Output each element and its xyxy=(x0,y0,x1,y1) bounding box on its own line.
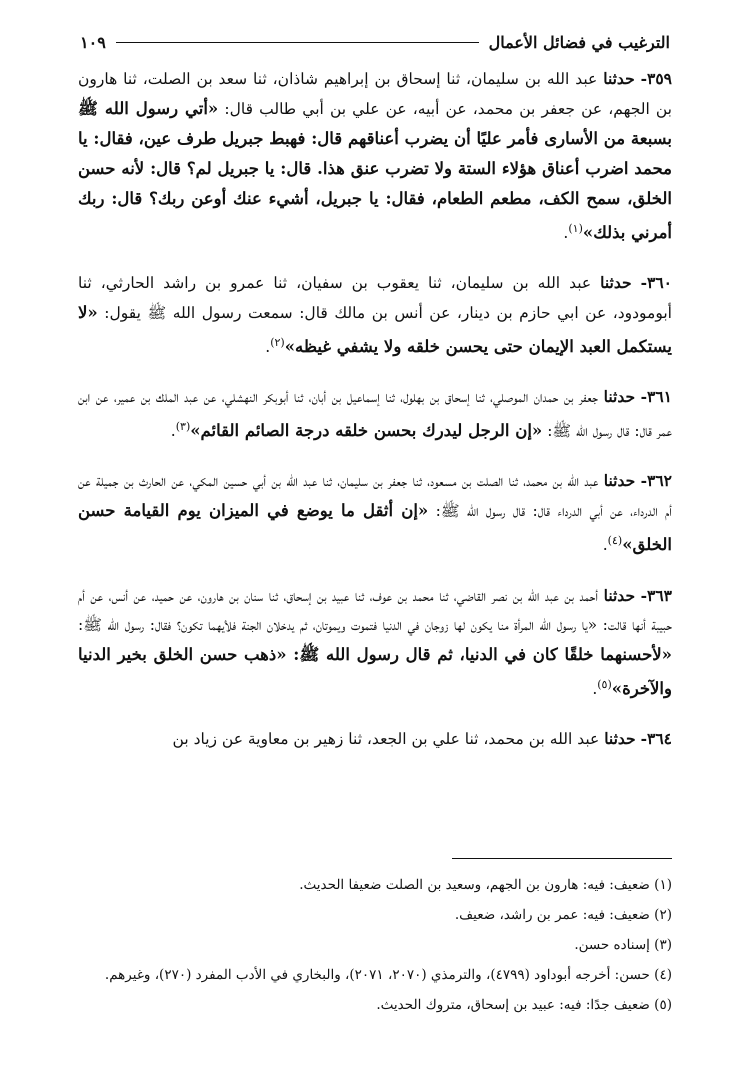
footnote-4: (٤) حسن: أخرجه أبوداود (٤٧٩٩)، والترمذي (٢٠٧٠، ٢٠٧١)، والبخاري في الأدب المفرد (٢٧٠)، وغيرهم. xyxy=(104,967,672,983)
hadith-matn: «أتي رسول الله ﷺ بسبعة من الأسارى فأمر عليًا أن يضرب أعناقهم قال: فهبط جبريل طرف عين، فقال: يا محمد اضرب أعناق هؤلاء الستة ولا تضرب عنق هذا. قال: يا جبريل لم؟ قال: لأنه حسن الخلق، سمح الكف، مطعم الطعام، فقال: يا جبريل، أشيء عنك أوعن ربك؟ قال: ربك أمرني بذلك» xyxy=(78,99,672,243)
footnote-ref: (٤) xyxy=(607,534,623,548)
footnote-separator xyxy=(452,858,672,859)
footnote-ref: (١) xyxy=(568,222,583,235)
footnote-3: (٣) إسناده حسن. xyxy=(574,937,672,953)
hadith-matn: «لأحسنهما خلقًا كان في الدنيا، ثم قال رسول الله ﷺ: «ذهب حسن الخلق بخير الدنيا والآخرة» xyxy=(78,644,672,698)
hadith-lead: حدثنا xyxy=(603,69,635,88)
footnote-1: (١) ضعيف: فيه: هارون بن الجهم، وسعيد بن الصلت ضعيفا الحديث. xyxy=(299,877,672,893)
footnote-5: (٥) ضعيف جدًا: فيه: عبيد بن إسحاق، متروك الحديث. xyxy=(376,997,672,1013)
hadith-lead: حدثنا xyxy=(603,585,636,605)
running-header xyxy=(80,30,670,54)
hadith-isnad: عبد الله بن محمد، ثنا الصلت بن مسعود، ثنا جعفر بن سليمان، ثنا عبد الله بن أبي حسين المكي، عن الحارث بن جميلة عن أم الدرداء، عن أبي الدرداء قال: قال رسول الله ﷺ: xyxy=(78,472,672,521)
hadith-lead: حدثنا xyxy=(600,273,632,293)
page-number: ١٠٩ xyxy=(80,32,106,52)
footnote-ref: (٥) xyxy=(597,677,612,691)
hadith-isnad: جعفر بن حمدان الموصلي، ثنا إسحاق بن بهلول، ثنا إسماعيل بن أبان، ثنا أبوبكر النهشلي، عن عبد الملك بن عمير، عن ابن عمر قال: قال رسول الله ﷺ: xyxy=(78,388,672,441)
hadith-isnad: عبد الله بن سليمان، ثنا يعقوب بن سفيان، ثنا عمرو بن راشد الحارثي، ثنا أبومودود، عن ابي حازم بن دينار، عن أنس بن مالك قال: سمعت رسول الله ﷺ يقول: xyxy=(78,274,672,323)
hadith-361: ٣٦١- حدثنا جعفر بن حمدان الموصلي، ثنا إسحاق بن بهلول، ثنا إسماعيل بن أبان، ثنا أبوبكر النهشلي، عن عبد الملك بن عمير، عن ابن عمر قال: قال رسول الله ﷺ: «إن الرجل ليدرك بحسن خلقه درجة الصائم القائم»$^{(٣)}$. xyxy=(78,387,672,441)
hadith-359: ٣٥٩- حدثنا عبد الله بن سليمان، ثنا إسحاق بن إبراهيم شاذان، ثنا سعد بن الصلت، ثنا هارون بن الجهم، عن جعفر بن محمد، عن أبيه، عن علي بن أبي طالب قال: «أتي رسول الله ﷺ بسبعة من الأسارى فأمر عليًا أن يضرب أعناقهم قال: فهبط جبريل طرف عين، فقال: يا محمد اضرب أعناق هؤلاء الستة ولا تضرب عنق هذا. قال: يا جبريل لم؟ قال: لأنه حسن الخلق، سمح الكف، مطعم الطعام، فقال: يا جبريل، أشيء عنك أوعن ربك؟ قال: ربك أمرني بذلك»$^{(١)}$. xyxy=(78,69,672,243)
footnotes xyxy=(78,872,672,1022)
hadith-matn: «لا يستكمل العبد الإيمان حتى يحسن خلقه ولا يشفي غيظه» xyxy=(78,303,672,357)
hadith-360: ٣٦٠- حدثنا عبد الله بن سليمان، ثنا يعقوب بن سفيان، ثنا عمرو بن راشد الحارثي، ثنا أبومودود، عن ابي حازم بن دينار، عن أنس بن مالك قال: سمعت رسول الله ﷺ يقول: «لا يستكمل العبد الإيمان حتى يحسن خلقه ولا يشفي غيظه»$^{(٢)}$. xyxy=(78,273,672,357)
footnote-ref: (٢) xyxy=(270,336,285,350)
page-body xyxy=(78,64,672,774)
hadith-isnad: أحمد بن عبد الله بن نصر القاضي، ثنا محمد بن عوف، ثنا عبيد بن إسحاق، ثنا سنان بن هارون، عن حميد، عن أنس، عن أم حبيبة أنها قالت: «يا رسول الله المرأة منا يكون لها زوجان في الدنيا فتموت ويموتان، ثم يدخلان الجنة فلأيهما تكون؟ فقال: رسول الله ﷺ: xyxy=(78,586,672,634)
hadith-number: ٣٦٤- xyxy=(640,728,672,748)
hadith-number: ٣٦٣- xyxy=(640,585,672,605)
hadith-363: ٣٦٣- حدثنا أحمد بن عبد الله بن نصر القاضي، ثنا محمد بن عوف، ثنا عبيد بن إسحاق، ثنا سنان بن هارون، عن حميد، عن أنس، عن أم حبيبة أنها قالت: «يا رسول الله المرأة منا يكون لها زوجان في الدنيا فتموت ويموتان، ثم يدخلان الجنة فلأيهما تكون؟ فقال: رسول الله ﷺ: «لأحسنهما خلقًا كان في الدنيا، ثم قال رسول الله ﷺ: «ذهب حسن الخلق بخير الدنيا والآخرة»$^{(٥)}$. xyxy=(78,585,672,698)
hadith-number: ٣٥٩- xyxy=(640,69,672,88)
hadith-lead: حدثنا xyxy=(603,471,636,491)
hadith-364 xyxy=(78,724,672,754)
hadith-lead: حدثنا xyxy=(604,728,636,748)
hadith-isnad: عبد الله بن سليمان، ثنا إسحاق بن إبراهيم شاذان، ثنا سعد بن الصلت، ثنا هارون بن الجهم، عن جعفر بن محمد، عن أبيه، عن علي بن أبي طالب قال: xyxy=(78,70,672,118)
hadith-number: ٣٦٠- xyxy=(640,273,672,293)
hadith-362: ٣٦٢- حدثنا عبد الله بن محمد، ثنا الصلت بن مسعود، ثنا جعفر بن سليمان، ثنا عبد الله بن أبي حسين المكي، عن الحارث بن جميلة عن أم الدرداء، عن أبي الدرداء قال: قال رسول الله ﷺ: «إن أثقل ما يوضع في الميزان يوم القيامة حسن الخلق»$^{(٤)}$. xyxy=(78,471,672,555)
hadith-number: ٣٦١- xyxy=(640,387,672,407)
running-title: الترغيب في فضائل الأعمال xyxy=(488,32,670,52)
hadith-number: ٣٦٢- xyxy=(640,471,672,491)
hadith-isnad: عبد الله بن محمد، ثنا علي بن الجعد، ثنا زهير بن معاوية عن زياد بن xyxy=(172,729,600,748)
hadith-matn: «إن أثقل ما يوضع في الميزان يوم القيامة حسن الخلق» xyxy=(78,501,672,555)
footnote-2: (٢) ضعيف: فيه: عمر بن راشد، ضعيف. xyxy=(454,907,672,923)
header-rule xyxy=(116,42,479,43)
hadith-matn: «إن الرجل ليدرك بحسن خلقه درجة الصائم القائم» xyxy=(190,421,543,441)
footnote-ref: (٣) xyxy=(175,420,191,434)
hadith-lead: حدثنا xyxy=(603,387,636,407)
